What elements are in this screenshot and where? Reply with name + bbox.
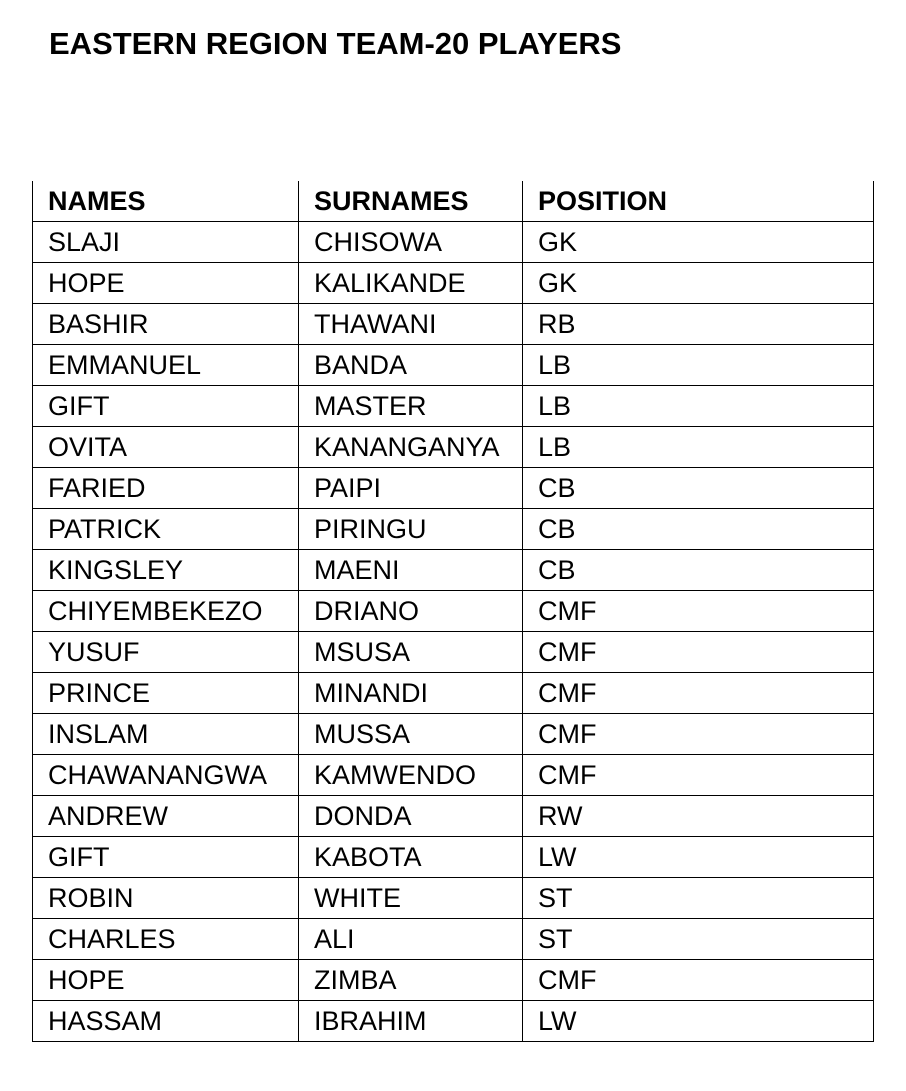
cell-surname: KALIKANDE: [299, 263, 523, 304]
cell-name: YUSUF: [33, 632, 299, 673]
cell-position: GK: [523, 263, 874, 304]
players-table-body: [33, 222, 874, 1042]
cell-position: CMF: [523, 755, 874, 796]
cell-surname: THAWANI: [299, 304, 523, 345]
cell-surname: MSUSA: [299, 632, 523, 673]
cell-position: CMF: [523, 632, 874, 673]
cell-surname: BANDA: [299, 345, 523, 386]
cell-name: EMMANUEL: [33, 345, 299, 386]
table-row: [33, 427, 874, 468]
cell-name: ROBIN: [33, 878, 299, 919]
table-row: [33, 550, 874, 591]
table-row: [33, 468, 874, 509]
cell-surname: KANANGANYA: [299, 427, 523, 468]
table-row: [33, 837, 874, 878]
table-row: [33, 919, 874, 960]
column-header-names: NAMES: [33, 181, 299, 222]
cell-surname: PAIPI: [299, 468, 523, 509]
table-row: [33, 632, 874, 673]
cell-name: CHIYEMBEKEZO: [33, 591, 299, 632]
table-row: [33, 591, 874, 632]
cell-name: INSLAM: [33, 714, 299, 755]
cell-name: OVITA: [33, 427, 299, 468]
cell-position: CMF: [523, 673, 874, 714]
cell-surname: ZIMBA: [299, 960, 523, 1001]
cell-name: HOPE: [33, 960, 299, 1001]
cell-name: BASHIR: [33, 304, 299, 345]
table-row: [33, 796, 874, 837]
cell-name: SLAJI: [33, 222, 299, 263]
cell-name: PRINCE: [33, 673, 299, 714]
cell-position: CMF: [523, 591, 874, 632]
table-row: [33, 345, 874, 386]
cell-surname: IBRAHIM: [299, 1001, 523, 1042]
table-row: [33, 304, 874, 345]
cell-position: GK: [523, 222, 874, 263]
cell-name: GIFT: [33, 837, 299, 878]
cell-name: CHARLES: [33, 919, 299, 960]
cell-surname: MASTER: [299, 386, 523, 427]
cell-surname: MUSSA: [299, 714, 523, 755]
table-header-row: [33, 181, 874, 222]
table-row: [33, 222, 874, 263]
cell-surname: DRIANO: [299, 591, 523, 632]
cell-surname: DONDA: [299, 796, 523, 837]
cell-surname: CHISOWA: [299, 222, 523, 263]
cell-position: RB: [523, 304, 874, 345]
cell-surname: MAENI: [299, 550, 523, 591]
players-table: [32, 181, 874, 1042]
document-title: EASTERN REGION TEAM-20 PLAYERS: [49, 26, 622, 61]
cell-name: ANDREW: [33, 796, 299, 837]
cell-position: CMF: [523, 960, 874, 1001]
cell-name: HASSAM: [33, 1001, 299, 1042]
cell-position: LB: [523, 427, 874, 468]
cell-name: FARIED: [33, 468, 299, 509]
table-row: [33, 1001, 874, 1042]
cell-surname: KAMWENDO: [299, 755, 523, 796]
table-row: [33, 878, 874, 919]
cell-position: CB: [523, 550, 874, 591]
cell-position: LW: [523, 1001, 874, 1042]
cell-position: CB: [523, 468, 874, 509]
cell-position: ST: [523, 878, 874, 919]
cell-name: GIFT: [33, 386, 299, 427]
cell-position: LB: [523, 345, 874, 386]
table-row: [33, 386, 874, 427]
table-row: [33, 755, 874, 796]
cell-name: HOPE: [33, 263, 299, 304]
table-row: [33, 263, 874, 304]
cell-surname: WHITE: [299, 878, 523, 919]
cell-position: RW: [523, 796, 874, 837]
cell-position: CMF: [523, 714, 874, 755]
table-row: [33, 960, 874, 1001]
cell-surname: PIRINGU: [299, 509, 523, 550]
column-header-position: POSITION: [523, 181, 874, 222]
cell-surname: ALI: [299, 919, 523, 960]
table-row: [33, 673, 874, 714]
cell-name: PATRICK: [33, 509, 299, 550]
table-row: [33, 509, 874, 550]
column-header-surnames: SURNAMES: [299, 181, 523, 222]
cell-position: CB: [523, 509, 874, 550]
cell-surname: KABOTA: [299, 837, 523, 878]
cell-position: LB: [523, 386, 874, 427]
cell-surname: MINANDI: [299, 673, 523, 714]
table-row: [33, 714, 874, 755]
cell-position: ST: [523, 919, 874, 960]
cell-name: CHAWANANGWA: [33, 755, 299, 796]
cell-name: KINGSLEY: [33, 550, 299, 591]
cell-position: LW: [523, 837, 874, 878]
